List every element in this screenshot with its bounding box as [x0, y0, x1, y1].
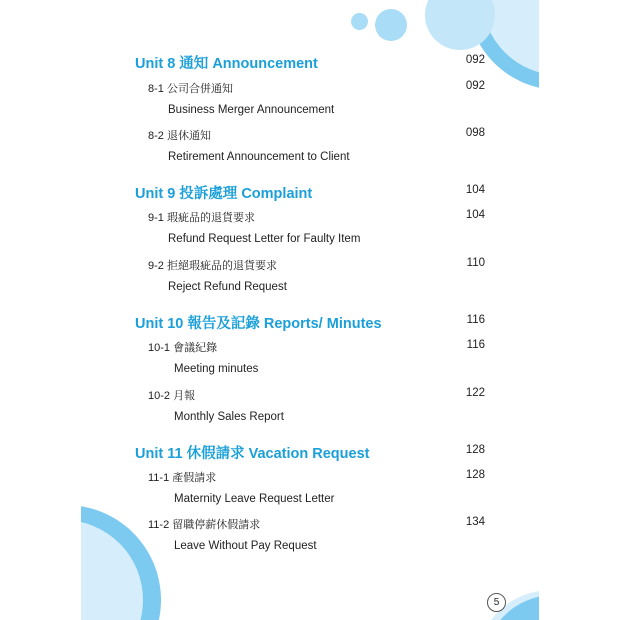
- section-english-title: Monthly Sales Report: [174, 411, 284, 423]
- section-english-title: Reject Refund Request: [168, 281, 287, 293]
- unit-page: 092: [465, 54, 485, 66]
- unit-page: 116: [466, 314, 485, 326]
- toc-section-english: [0, 411, 620, 431]
- toc-section-english: [0, 233, 620, 253]
- unit-title: Unit 11 休假請求 Vacation Request: [135, 446, 370, 462]
- toc-section-english: [0, 281, 620, 301]
- section-page: 128: [465, 469, 485, 481]
- section-english-title: Refund Request Letter for Faulty Item: [168, 233, 361, 245]
- section-label: 8-1 公司合併通知: [148, 83, 233, 95]
- section-english-title: Business Merger Announcement: [168, 104, 335, 116]
- section-label: 10-1 會議紀錄: [148, 342, 218, 354]
- section-english-title: Meeting minutes: [174, 363, 259, 375]
- section-page: 092: [465, 80, 485, 92]
- toc-section-english: [0, 363, 620, 383]
- section-english-title: Retirement Announcement to Client: [168, 151, 350, 163]
- section-english-title: Leave Without Pay Request: [174, 540, 317, 552]
- toc-section[interactable]: [0, 516, 620, 536]
- section-label: 11-1 產假請求: [148, 472, 217, 484]
- section-page: 098: [465, 127, 485, 139]
- toc-section-english: [0, 540, 620, 560]
- section-label: 9-2 拒絕瑕疵品的退貨要求: [148, 260, 277, 272]
- section-page: 134: [465, 516, 485, 528]
- section-label: 8-2 退休通知: [148, 130, 211, 142]
- section-page: 116: [466, 339, 485, 351]
- toc-section-english: [0, 151, 620, 171]
- toc-section-english: [0, 493, 620, 513]
- section-label: 11-2 留職停薪休假請求: [148, 519, 261, 531]
- toc-unit[interactable]: [0, 52, 620, 72]
- unit-title: Unit 8 通知 Announcement: [135, 56, 318, 72]
- toc-section[interactable]: [0, 127, 620, 147]
- section-page: 122: [465, 387, 485, 399]
- toc-section[interactable]: [0, 209, 620, 229]
- unit-title: Unit 9 投訴處理 Complaint: [135, 186, 313, 202]
- unit-title: Unit 10 報告及記錄 Reports/ Minutes: [135, 316, 382, 332]
- toc-section[interactable]: [0, 339, 620, 359]
- toc-section-english: [0, 104, 620, 124]
- page-number: 5: [487, 593, 506, 612]
- toc-section[interactable]: [0, 387, 620, 407]
- toc-unit[interactable]: [0, 182, 620, 202]
- section-english-title: Maternity Leave Request Letter: [174, 493, 335, 505]
- toc-section[interactable]: [0, 80, 620, 100]
- unit-page: 104: [465, 184, 485, 196]
- toc-unit[interactable]: [0, 442, 620, 462]
- section-page: 110: [466, 257, 485, 269]
- section-label: 10-2 月報: [148, 390, 196, 402]
- toc-unit[interactable]: [0, 312, 620, 332]
- toc-section[interactable]: [0, 257, 620, 277]
- unit-page: 128: [465, 444, 485, 456]
- section-label: 9-1 瑕疵品的退貨要求: [148, 212, 255, 224]
- toc-section[interactable]: [0, 469, 620, 489]
- section-page: 104: [465, 209, 485, 221]
